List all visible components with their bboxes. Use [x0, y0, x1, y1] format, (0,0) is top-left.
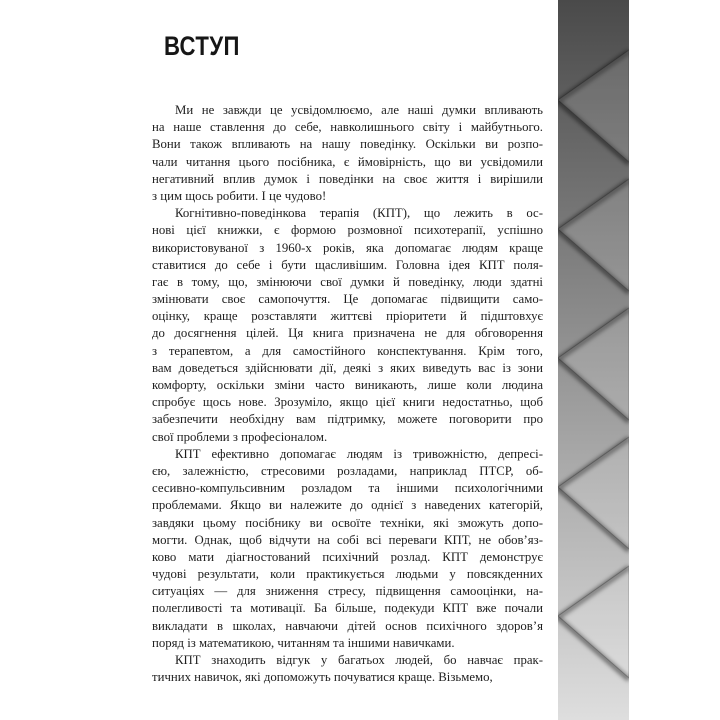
text-line: з цим щось робити. І це чудово! — [152, 188, 327, 203]
text-line: єю, залежністю, стресовими розладами, наприклад ПТСР, об- — [152, 463, 543, 478]
text-line: КПТ знаходить відгук у багатьох людей, бо навчає прак- — [175, 653, 543, 667]
text-line: сесивно-компульсивним розладом та іншими психологічними — [152, 481, 543, 496]
text-line: на наше ставлення до себе, навколишнього світу і майбутнього. — [152, 120, 543, 135]
text-line: змінювати своє самопочуття. Це допомагає підвищити само- — [152, 292, 543, 307]
text-line: спробує щось нове. Зрозуміло, якщо цієї книги недостатньо, щоб — [152, 395, 543, 410]
text-line: вам доведеться здійснювати дії, деякі з яких виведуть вас із зони — [152, 360, 543, 375]
paragraph — [152, 205, 543, 446]
text-line: Когнітивно-поведінкова терапія (КПТ), що лежить в ос- — [175, 206, 543, 221]
text-line: могти. Однак, щоб відчути на собі всі переваги КПТ, не обов’яз- — [152, 532, 543, 547]
text-line: чали читання цього посібника, є ймовірність, що ви усвідомили — [152, 154, 543, 169]
text-line: гає в тому, що, змінюючи свої думки й поведінку, люди здатні — [152, 274, 543, 289]
text-line: негативний вплив думок і поведінки на своє життя і вирішили — [152, 171, 543, 186]
page-title: ВСТУП — [164, 31, 240, 61]
text-line: проблемами. Якщо ви належите до однієї з наведених категорій, — [152, 498, 543, 513]
text-line: чудові результати, коли практикується людьми у повсякденних — [152, 567, 543, 582]
text-line: тичних навичок, які допоможуть почуватися краще. Візьмемо, — [152, 670, 493, 685]
text-line: ситуаціях — для зниження стресу, підвищення самооцінки, на- — [152, 584, 543, 599]
text-line: оцінку, краще розставляти життєві пріоритети й підштовхує — [152, 309, 543, 324]
paragraph — [152, 652, 543, 686]
chevron-pattern — [558, 0, 629, 720]
text-line: використовуваної з 1960-х років, яка допомагає людям краще — [152, 240, 543, 255]
text-line: викладати в школах, навчаючи дітей основ психічного здоров’я — [152, 618, 543, 633]
text-line: Вони також впливають на нашу поведінку. Оскільки ви розпо- — [152, 137, 543, 152]
body-text — [152, 102, 543, 686]
text-line: свої проблеми з професіоналом. — [152, 429, 328, 444]
text-line: з терапевтом, а для самостійного конспектування. Крім того, — [152, 343, 543, 358]
paragraph — [152, 102, 543, 205]
text-line: забезпечити необхідну вам підтримку, можете поговорити про — [152, 412, 543, 427]
text-line: ково мати діагностований психічний розлад. КПТ демонструє — [152, 549, 543, 564]
text-line: до досягнення цілей. Ця книга призначена не для обговорення — [152, 326, 543, 341]
paragraph — [152, 446, 543, 652]
text-line: ставитися до себе і бути щасливішим. Головна ідея КПТ поля- — [152, 257, 543, 272]
text-line: полегливості та мотивації. Ба більше, подекуди КПТ вже почали — [152, 601, 543, 616]
text-line: завдяки цьому посібнику ви освоїте техніки, які зможуть допо- — [152, 515, 543, 530]
text-line: комфорту, оскільки зміни часто виникають, лише коли людина — [152, 378, 543, 392]
text-line: Ми не завжди це усвідомлюємо, але наші думки впливають — [175, 103, 543, 117]
text-line: нові цієї книжки, є формою розмовної психотерапії, успішно — [152, 223, 543, 238]
text-line: поряд із математикою, читанням та іншими навичками. — [152, 635, 455, 650]
text-line: КПТ ефективно допомагає людям із тривожністю, депресі- — [175, 446, 543, 461]
chevron-ribbon-decoration — [558, 0, 629, 720]
